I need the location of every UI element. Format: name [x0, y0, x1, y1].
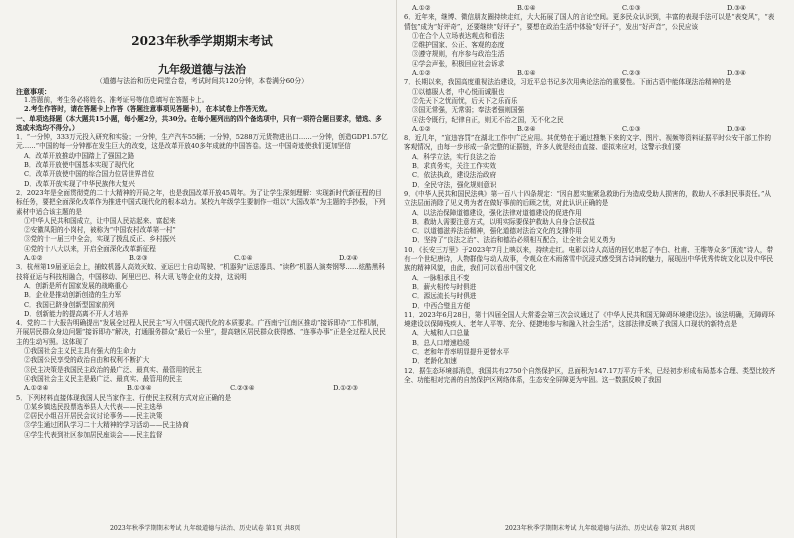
question-3: 3．杭州第19届亚运会上，捕蚊机器人高效灭蚊、亚运巴士自动驾驶、“机器狗”运送器具、“读秒”机器人演奏钢琴……炫酷黑科技将亚运与科技相融合，中国移动、阿里巴巴、科大讯飞等企业的支持，这说明: [16, 263, 385, 281]
q7-item-1: ①以德服人者，中心悦而诚服也: [412, 87, 505, 96]
question-7: 7．长期以来，我国高度重视法治建设，习近平总书记多次用典论法治的重要性。下面古语中能体现法治精神的是: [404, 78, 732, 87]
question-11: 11．2023年6月28日，第十四届全国人大常委会第三次会议通过了《中华人民共和国无障碍环境建设法》。该法明确，无障碍环境建设以保障残疾人、老年人平等、充分、便捷地参与和融入社会生活”，这部法律反映了我国人口现状的新特点是: [404, 310, 775, 329]
q11-option-a: A．大城和人口总量: [412, 329, 470, 338]
left-page-footer: 2023年秋季学期期末考试 九年级道德与法治、历史试卷 第1页 共8页: [110, 525, 301, 532]
q1-option-a: A．改革开放推动中国踏上了强国之路: [24, 151, 135, 160]
exam-subtitle: 九年级道德与法治: [158, 63, 246, 76]
q11-option-b: B．总人口增速趋缓: [412, 338, 470, 347]
q2-option-d: D.②④: [338, 254, 358, 263]
question-8: 8．近几年，“宣违容罚”在湖北工作中广泛应用。其优势在于通过搜集下来的文字、图片、视频等资料证据平时公安干部工作的客观情况，由每一步形成一条完整的证据链，许多人就是经由直接、虚拟来应对，这警示我们要: [404, 134, 771, 152]
q9-option-a: A．以法治保障道德建设，强化法律对道德建设的促进作用: [412, 208, 582, 217]
q9-option-d: D．坚持了“良法之治”、法治和德治必须相互配合，让全社会见义勇为: [412, 236, 616, 245]
left-page: [16, 4, 388, 440]
q2-options: [16, 254, 388, 263]
q6-item-2: ②维护国家、公正、客观的态度: [412, 41, 505, 50]
q7-option-c: C.①③: [621, 124, 641, 133]
q2-item-4: ④党的十八大以来，开启全面深化改革新征程: [24, 244, 156, 253]
q2-option-b: B.②③: [128, 254, 148, 263]
q7-item-4: ④法令既行，纪律自正，则无不治之国，无不化之民: [412, 115, 564, 124]
q8-option-b: B．求真务实，关注工作实效: [412, 162, 496, 171]
q10-option-a: A．一脉相承且不变: [412, 273, 470, 282]
q6-option-a: A.①②: [412, 69, 431, 78]
question-2: 2．2023年是全面贯彻党的二十大精神的开局之年，也是我国改革开放45周年。为了让学生深刻理解：实现新时代新征程的目标任务，要把全面深化改革作为推进中国式现代化的根本动力。某校九年级学生要制作一组以“大国改革”为主题的手抄报，下列素材中适合该主题的是: [16, 188, 386, 216]
q4-option-d: D.①②③: [333, 384, 358, 393]
question-10: 10．《长安三万里》于2023年7月上映以来，持续走红。电影以诗人高适的回忆串起了李白、杜甫、王维等众多“顶流”诗人，带有一个世纪唐诗，人物群像与动人故事，令观众在木雨落雪中沉浸式感受到古诗词的魅力，展现出中华优秀传统文化以及中华民族的精神风貌，由此，我们可以看出中国文化: [404, 245, 774, 273]
q6-item-3: ③遵守规则，有序参与政治生活: [412, 50, 505, 59]
q8-option-d: D．全民守法，强化规则意识: [412, 180, 497, 189]
q5-option-c: C.①③: [621, 4, 641, 12]
q4-option-b: B.①③④: [126, 384, 152, 393]
q5-option-b: B.①④: [516, 4, 536, 12]
q11-option-c: C．老和年青率明显提升更替水平: [412, 347, 510, 356]
q3-option-a: A．创新是所有国家发展的战略重心: [24, 281, 128, 290]
q2-item-3: ③党的十一届三中全会，实现了拨乱反正、乡村振兴: [24, 235, 176, 244]
q10-option-c: C．源远流长与时俱进: [412, 292, 477, 301]
q1-option-b: B．改革开放使中国基本实现了现代化: [24, 161, 135, 170]
q5-item-3: ③学生通过团队学习二十大精神的学习活动——民主协商: [24, 421, 189, 430]
q6-item-4: ④学会声张，积极回应社会诉求: [412, 59, 505, 68]
q6-option-c: C.②③: [621, 69, 641, 78]
q4-item-3: ③民主决策是我国民主政治的最广泛、最真实、最管用的民主: [24, 365, 203, 374]
q5-options: [404, 4, 776, 13]
notice-1: 1.答题前，考生务必将姓名、准考证号等信息填写在答题卡上。: [24, 96, 209, 104]
q4-options: [16, 384, 388, 393]
q5-option-d: D.③④: [726, 4, 746, 12]
q2-item-1: ①中华人民共和国成立，让中国人民站起来、富起来: [24, 216, 176, 225]
q10-option-b: B．薪火相传与时俱进: [412, 282, 477, 291]
q4-item-1: ①我国社会主义民主具有强大的生命力: [24, 347, 137, 356]
q6-option-d: D.③④: [726, 69, 746, 78]
q3-option-b: B．企业是推动创新创造的生力军: [24, 291, 122, 300]
q5-item-2: ②居民小组召开居民会议讨论事务——民主决策: [24, 412, 163, 421]
question-6: 6．近年来，继博、微信朋友圈持续走红，大大拓展了国人的言论空间。更多民众认识到，丰富的表现手法可以是“表变风”，“表情包”成为“好评奇”，还要继续“好评子”，要想在政治生活中体验“好评子”，发出“好声音”，公民应该: [404, 13, 775, 31]
section-1-heading: 一、单项选择题（本大题共15小题，每小题2分，共30分。在每小题列出的四个备选项中，只有一项符合题目要求，错选、多选或未选均不得分。）: [16, 114, 382, 132]
q1-option-c: C．改革开放使中国的综合国力位居世界首位: [24, 170, 155, 179]
q5-item-4: ④学生代表到社区参加居民座谈会——民主监督: [24, 430, 163, 439]
question-4: 4．党的二十大报告明确提出“发展全过程人民民主”写入中国式现代化的本质要求。广西南宁江南区推动“接诉即办”工作机制，开展居民群众身边问题“接诉即办”解决，打通服务群众“最后一公里”，提高辖区居民群众获得感、“连事办事”正是全过程人民民主的生动写照。这体现了: [16, 319, 386, 346]
q3-option-d: D．创新能力的提高离不开人才培养: [24, 309, 129, 318]
q6-option-b: B.①④: [516, 69, 536, 78]
q4-option-a: A.①②④: [24, 384, 49, 393]
q7-item-3: ③国无常强，无常弱；奉法者强则国强: [412, 106, 525, 115]
exam-title: 2023年秋季学期期末考试: [131, 34, 273, 48]
q7-option-b: B.②④: [516, 124, 536, 133]
q2-option-c: C.①④: [233, 254, 253, 263]
right-page: [404, 4, 776, 385]
question-1: 1．“一分钟，333万元投入研究和实验；一分钟，生产汽车55辆；一分钟，5288万元货物进出口……一分钟，创造GDP1.57亿元……”中国的每一分钟都在发生巨大的改变，这是改革开放40多年成就的中国答卷。这一中国奇迹使我们更加坚信: [16, 133, 388, 151]
q5-option-a: A.①②: [412, 4, 431, 12]
q10-option-d: D．中西合璧且方便: [412, 301, 471, 310]
q7-options: [404, 125, 776, 134]
q4-item-4: ④我国社会主义民主是最广泛、最真实、最管用的民主: [24, 374, 183, 383]
q5-item-1: ①某乡镇选民投票选举县人大代表——民主选举: [24, 402, 163, 411]
right-page-footer: 2023年秋季学期期末考试 九年级道德与法治、历史试卷 第2页 共8页: [505, 525, 696, 532]
q11-option-d: D．老龄化加速: [412, 357, 457, 366]
q8-option-a: A．科学立法，实行良法之治: [412, 152, 496, 161]
q4-item-2: ②我国公民享受的政治自由和权利不断扩大: [24, 356, 150, 365]
q7-option-d: D.③④: [726, 124, 746, 133]
notice-header: 注意事项：: [16, 87, 51, 96]
question-9: 9．《中华人民共和国民法典》第一百八十四条规定：“因自愿实施紧急救助行为造成受助人损害的，救助人不承担民事责任。”从立法层面消除了见义勇为者在做好事前的后顾之忧，对此认识正确的是: [404, 189, 771, 208]
q6-item-1: ①在合个人立场表达观点和看法: [412, 31, 505, 40]
q8-option-c: C．依法执政，建设法治政府: [412, 171, 497, 180]
q2-option-a: A.①②: [24, 254, 43, 263]
page-fold-divider: [396, 0, 397, 538]
q7-item-2: ②先天下之忧而忧，后天下之乐而乐: [412, 96, 518, 105]
q7-option-a: A.①②: [412, 124, 431, 133]
q4-option-c: C.②③④: [230, 384, 255, 393]
exam-info: （道德与法治和历史同堂合卷，考试时间共120分钟，本卷满分60分）: [96, 77, 308, 85]
notice-2: 2.考生作答时，请在答题卡上作答（答题注意事项见答题卡），在本试卷上作答无效。: [24, 105, 272, 114]
q9-option-c: C．以道德滋养法治精神，强化道德对法治文化的支撑作用: [412, 227, 582, 236]
q6-options: [404, 69, 776, 78]
q1-option-d: D．改革开放实现了中华民族伟大复兴: [24, 179, 135, 188]
question-12: 12．据生态环境部消息，我国共有2750个自然保护区，总面积为147.17万平方千米，已经初步形成布局基本合理、类型比较齐全、功能相对完善的自然保护区网络体系，生态安全屏障更为牢固。这一数据反映了我国: [404, 366, 776, 384]
q3-option-c: C．我国已跻身创新型国家前列: [24, 300, 115, 309]
q9-option-b: B．救助人需要注意方式，以明实际要保护救助人自身合法权益: [412, 217, 595, 226]
q2-item-2: ②安徽凤阳的小岗村，被称为“中国农村改革第一村”: [24, 226, 176, 235]
question-5: 5．下列材料直接体现我国人民当家作主、行使民主权利方式对应正确的是: [16, 393, 232, 402]
